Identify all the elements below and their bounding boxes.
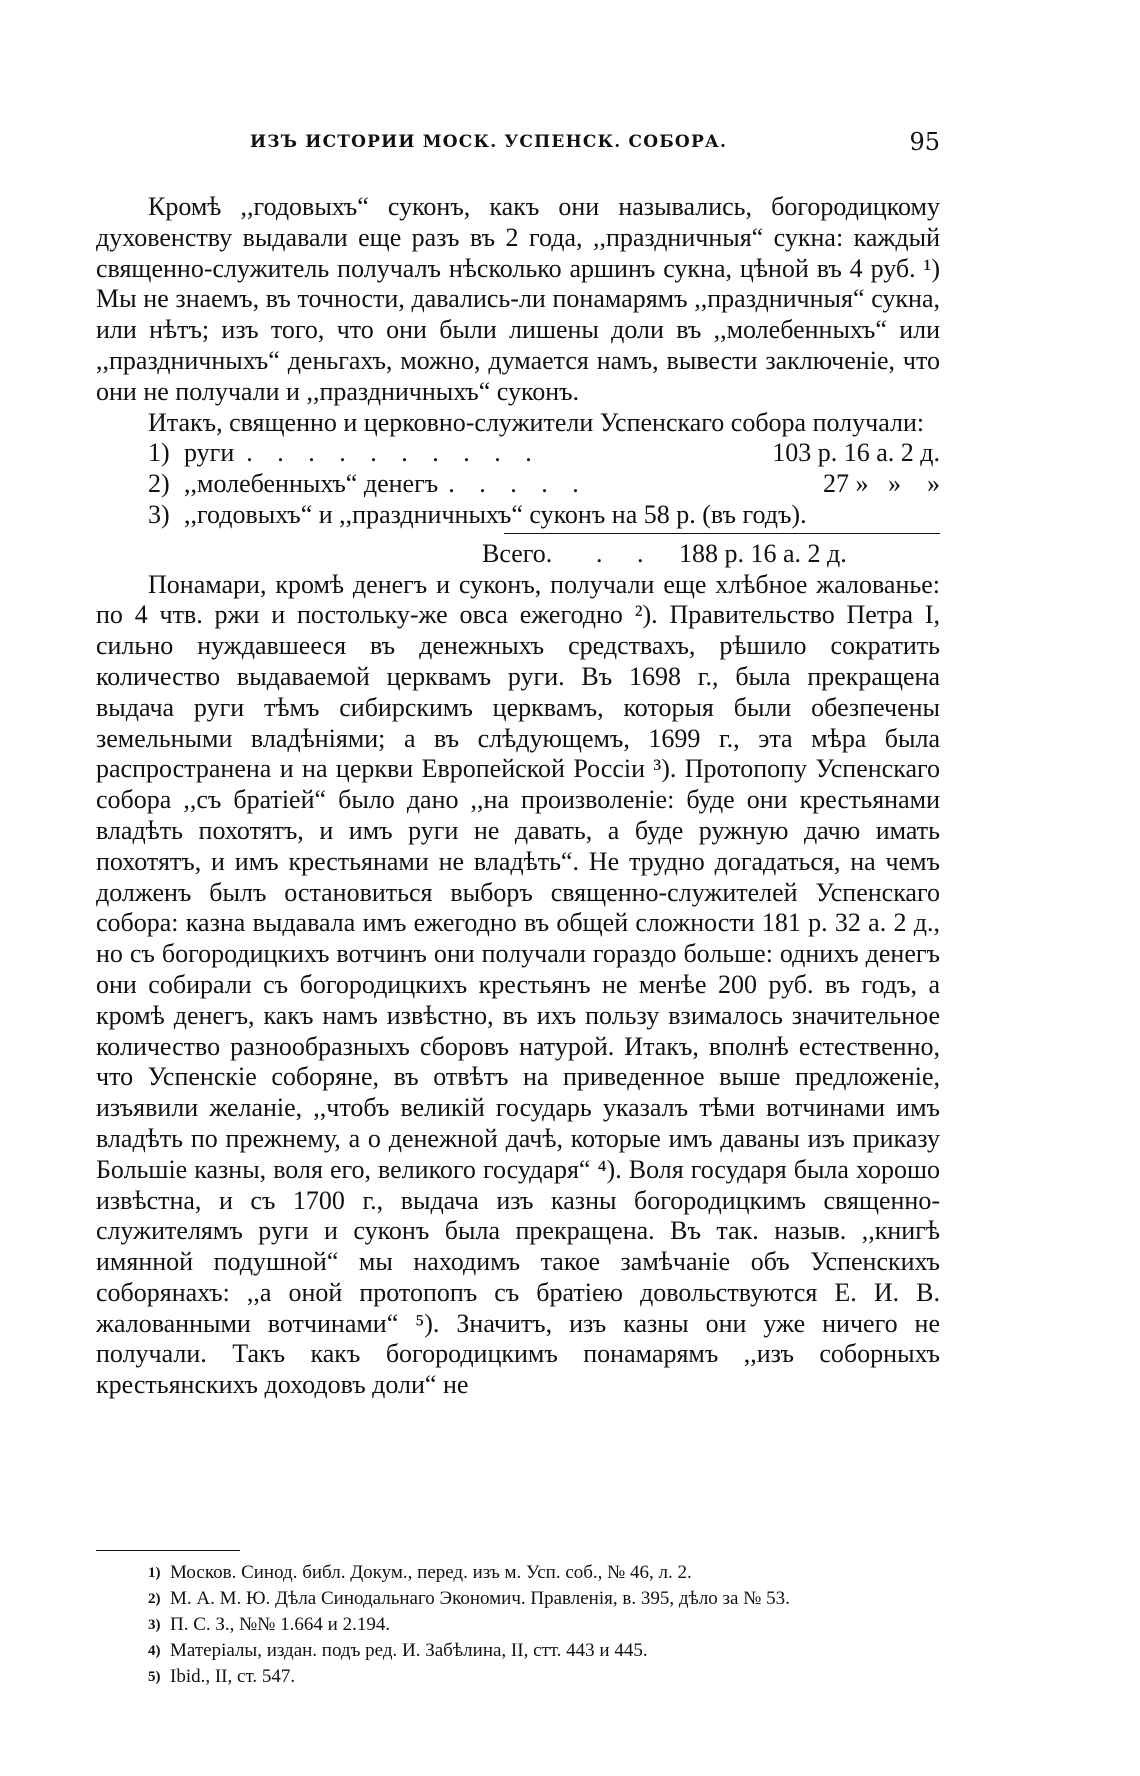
income-list <box>96 438 940 569</box>
sum-rule-row <box>96 531 940 539</box>
list-text: ,,годовыхъ“ и ,,праздничныхъ“ суконъ на 58 р. (въ годъ). <box>184 499 807 529</box>
list-item <box>96 500 940 531</box>
body-text <box>96 192 940 1401</box>
sum-rule <box>504 533 940 534</box>
list-number: 1) <box>148 438 170 468</box>
running-head: ИЗЪ ИСТОРИИ МОСК. УСПЕНСК. СОБОРА. <box>250 132 728 152</box>
paragraph: Итакъ, священно и церковно-служители Успенскаго собора получали: <box>148 407 925 437</box>
page-header <box>96 128 940 168</box>
paragraph: Понамари, кромѣ денегъ и суконъ, получали еще хлѣбное жалованье: по 4 чтв. ржи и постольку-же овса ежегодно ²). Правительство Петра I, сильно нуждавшееся въ денежныхъ средствахъ, рѣшило сократить количество выдаваемой церквамъ руги. Въ 1698 г., была прекращена выдача руги тѣмъ сибирскимъ церквамъ, которыя были обезпечены земельными владѣніями; а въ слѣдующемъ, 1699 г., эта мѣра была распространена и на церкви Европейской Россіи ³). Протопопу Успенскаго собора ,,съ братіей“ было дано ,,на произволеніе: буде они крестьянами владѣть похотятъ, и имъ руги не давать, а буде ружную дачю имать похотятъ, и имъ крестьянами не владѣть“. Не трудно догадаться, на чемъ долженъ былъ остановиться выборъ священно-служителей Успенскаго собора: казна выдавала имъ ежегодно въ общей сложности 181 р. 32 а. 2 д., но съ богородицкихъ вотчинъ они получали гораздо больше: однихъ денегъ они собирали съ богородицкихъ крестьянъ не менѣе 200 руб. въ годъ, а кромѣ денегъ, какъ намъ извѣстно, въ ихъ пользу взималось значительное количество разнообразныхъ сборовъ натурой. Итакъ, вполнѣ естественно, что Успенскіе соборяне, въ отвѣтъ на приведенное выше предложеніе, изъявили желаніе, ,,чтобъ великій государь указалъ тѣми вотчинами имъ владѣть по прежнему, а о денежной дачѣ, которые имъ даваны изъ приказу Большіе казны, воля его, великого государя“ ⁴). Воля государя была хорошо извѣстна, и съ 1700 г., выдача изъ казны богородицкимъ священно-служителямъ руги и суконъ была прекращена. Въ так. назыв. ,,книгѣ имянной подушной“ мы находимъ такое замѣчаніе объ Успенскихъ соборянахъ: ,,а оной протопопъ съ братіею довольствуются Е. И. В. жалованными вотчинами“ ⁵). Значитъ, изъ казны они уже ничего не получали. Такъ какъ богородицкимъ понамарямъ ,,изъ соборныхъ крестьянскихъ доходовъ доли“ не <box>96 569 940 1400</box>
footnote <box>96 1586 940 1612</box>
footnote-text: П. С. З., №№ 1.664 и 2.194. <box>170 1614 391 1635</box>
list-value: 103 р. 16 а. 2 д. <box>772 438 940 468</box>
footnote <box>96 1664 940 1690</box>
list-number: 3) <box>148 499 170 529</box>
footnote-text: Москов. Синод. библ. Докум., перед. изъ м. Усп. соб., № 46, л. 2. <box>170 1562 692 1583</box>
footnote <box>96 1638 940 1664</box>
footnote-text: Матеріалы, издан. подъ ред. И. Забѣлина, II, стт. 443 и 445. <box>170 1640 648 1661</box>
list-value: 27 » » » <box>823 469 940 499</box>
list-text: руги <box>184 438 235 468</box>
footnote-mark: 5) <box>148 1669 161 1685</box>
total-dots: . . <box>596 538 658 568</box>
list-dots: . . . . . <box>448 469 588 499</box>
footnote-rule <box>96 1550 240 1551</box>
page-number: 95 <box>909 128 940 156</box>
list-dots: . . . . . . . . . . <box>246 438 541 468</box>
footnote-mark: 1) <box>148 1565 161 1581</box>
list-number: 2) <box>148 469 170 499</box>
footnote <box>96 1560 940 1586</box>
footnote-mark: 4) <box>148 1643 161 1659</box>
footnote-mark: 2) <box>148 1591 161 1607</box>
list-item <box>96 469 940 500</box>
footnote-text: М. А. М. Ю. Дѣла Синодальнаго Экономич. Правленія, в. 395, дѣло за № 53. <box>170 1588 790 1609</box>
footnote <box>96 1612 940 1638</box>
total-row <box>96 539 940 570</box>
total-value: 188 р. 16 а. 2 д. <box>679 538 847 568</box>
list-item <box>96 438 940 469</box>
footnote-mark: 3) <box>148 1617 161 1633</box>
paragraph: Кромѣ ,,годовыхъ“ суконъ, какъ они назывались, богородицкому духовенству выдавали еще разъ въ 2 года, ,,праздничныя“ сукна: каждый священно-служитель получалъ нѣсколько аршинъ сукна, цѣной въ 4 руб. ¹) Мы не знаемъ, въ точности, давались-ли понамарямъ ,,праздничныя“ сукна, или нѣтъ; изъ того, что они были лишены доли въ ,,молебенныхъ“ или ,,праздничныхъ“ деньгахъ, можно, думается намъ, вывести заключеніе, что они не получали и ,,праздничныхъ“ суконъ. <box>96 192 940 406</box>
footnote-text: Ibid., II, ст. 547. <box>170 1666 296 1687</box>
list-text: ,,молебенныхъ“ денегъ <box>184 469 439 499</box>
footnotes <box>96 1560 940 1690</box>
total-label: Всего. <box>482 538 553 568</box>
